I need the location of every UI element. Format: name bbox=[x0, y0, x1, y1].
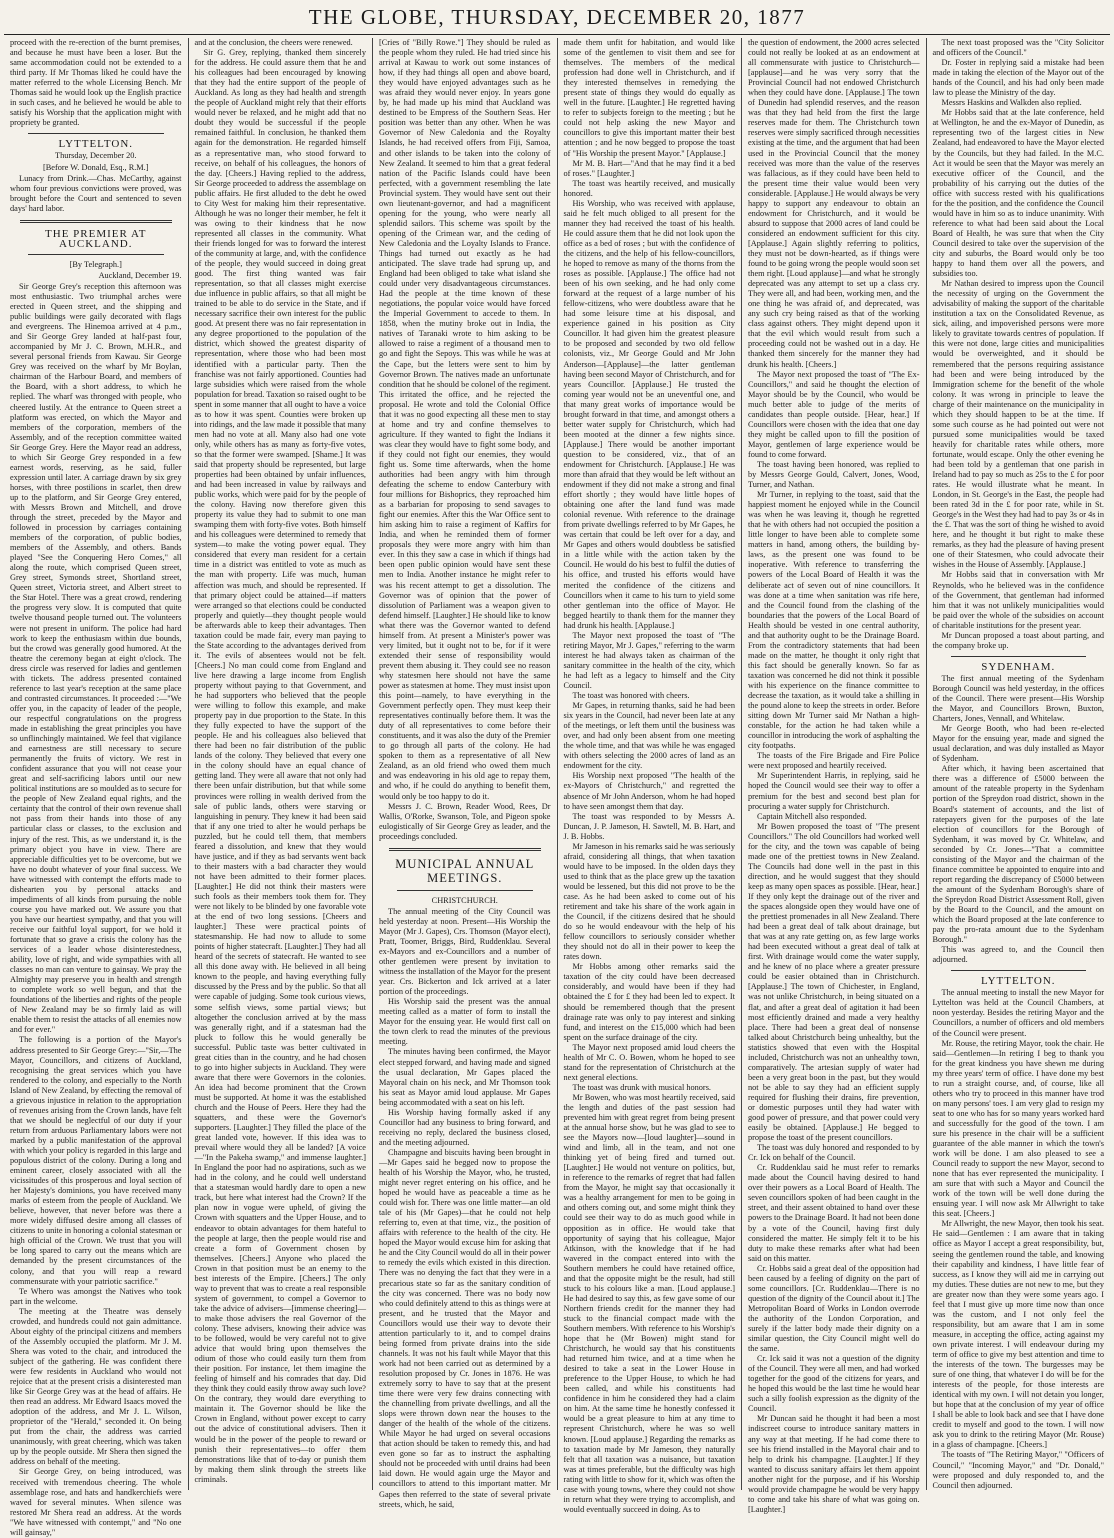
paragraph: This was agreed to, and the Council then adjourned. bbox=[932, 945, 1104, 965]
paragraph: The toasts of "The Retiring Mayor," "Officers of Council," "Incoming Mayor," and "Dr. Donald," were proposed and duly responded to, and the Council then adjourned. bbox=[932, 1450, 1104, 1490]
paragraph: Mr Bowen, who was most heartily received, said the length and duties of the past session had prevented him with great regret from being present at the annual horse show, but he was glad to see to see the Mayors now—[loud laughter]—sound in wind and limb, all in the team, and not one thinking yet of being fired and turned out. [Laughter.] He would not venture on politics, but, in reference to the remarks of regret that had fallen from the Mayor, he might say that occasionally it was a healthy arrangement for men to be going in and others coming out, and some might think they could see their way to do as much good while in opposition as in office. He would take that opportunity of saying that his colleague, Major Atkinson, with the knowledge that if he had wavered in the compact entered into with the Southern members he could have retained office, and that the opposite might be the result, had still stuck to his colours like a man. [Loud applause.] He had desired to say this, as few gave some of our Northern friends credit for the manner they had stuck to the financial compact made with the Southern members. With reference to his Worship's hope that he (Mr Bowen) might stand for Christchurch, he would say that his constituents had returned him twice, and at a time when he desired to take a seat in the Lower House in preference to the Upper House, to which he had been called, and while his constituents had confidence in him he considered they had a claim on him. At the same time he honestly confessed it would be a great pleasure to him at any time to represent Christchurch, where he was so well known. [Loud applause.] Regarding the remarks as to taxation made by Mr Jameson, they naturally felt that all taxation was a nuisance, but taxation was at times preferable, but the difficulty was high rating with little to show for it, which was often the case with young towns, where they could not show in return what they were trying to accomplish, and would eventually succeed in doing. As to bbox=[563, 1092, 735, 1514]
paragraph: Cr. Ruddenklau said he must refer to remarks made about the Council having desired to hand over their powers as a Local Board of Health. The seven councillors spoken of had been caught in the street, and their assent obtained to hand over these powers to the Drainage Board. It had not been done by a vote of the Council, having first duly considered the matter. He simply felt it to be his duty to make these remarks after what had been said on this matter. bbox=[748, 1163, 920, 1263]
paragraph: His Worship next proposed "The health of the ex-Mayors of Christchurch," and regretted the absence of Mr John Anderson, whom he had hoped to have seen amongst them that day. bbox=[563, 771, 735, 811]
paragraph: [Cries of "Billy Rowe."] They should be ruled as the people whom they ruled. He had tried since his arrival at Kawau to work out some instances of how, if they had things all open and above board, they would have enjoyed advantages such as he was afraid they would never enjoy. In years gone by, he had made up his mind that Auckland was destined to be Empress of the Southern Seas. Her position was better than any other. When he was Governor of New Caledonia and the Royalty Islands, he had received offers from Fiji, Samoa, and other islands to be taken into the colony of New Zealand. It seemed to him that a great federal nation of the Pacific Islands could have been perfected, with a government resembling the late Provincial system. They would have sent out their own lieutenant-governor, and had a magnificent opening for the young, who were nearly all splendid sailors. This scheme was spoilt by the opening of the Crimean war, and the ceding of New Caledonia and the Loyalty Islands to France. Things had turned out exactly as he had anticipated. The slave trade had sprung up, and England had been obliged to take what island she could under very disadvantageous circumstances. Had the people at the time known of these negotiations, the popular voice would have forced the Imperial Government to accede to them. In 1858, when the mutiny broke out in India, the natives of Taranaki wrote to him asking to be allowed to raise a regiment of a thousand men to go and fight the Sepoys. This was while he was at the Cape, but the letters were sent to him by Governor Brown. The natives made an unfortunate condition that he should be colonel of the regiment. This irritated the office, and he rejected the proposal. He wrote and told the Colonial Office that it was no good expecting all these men to stay at home and try and confine themselves to agriculture. If they wanted to fight the Indians it was clear they would have to fight some body, and if they could not fight our enemies, they would fight us. Some time afterwards, when the home authorities had been angry with him through defeating the scheme to endow Canterbury with four millions for Bishoprics, they reproached him as a barbarian for proposing to send savages to fight our enemies. After this the War Office sent to him asking him to raise a regiment of Kaffirs for India, and when he reminded them of former proposals they were more angry with him than ever. In this they saw a case in which if things had been open public opinion would have sent these men to India. Another instance he might refer to was his recent attempt to get a dissolution. The Governor was of opinion that the power of dissolution of Parliament was a weapon given to defend himself. [Laughter.] He should like to know what there was the Governor wanted to defend himself from. At present a Minister's power was very limited, but it ought not to be, for if it were extended their sense of responsibility would prevent them abusing it. They could see no reason why statesmen here should not have the same power as statesmen at home. They must insist upon this point—namely, to have everything in the Government perfectly open. They must keep their representatives continually before them. It was the duty of all representatives to come before their constituents, and it was also the duty of the Premier to go through all parts of the colony. He had spoken to them as a representative of all New Zealand, as an old friend who owed them much and was endeavoring in his old age to repay them, and who, if he could do anything to benefit them, would only be too happy to do it. bbox=[379, 38, 551, 801]
paragraph: Messrs J. C. Brown, Reader Wood, Rees, Dr Wallis, O'Rorke, Swanson, Tole, and Pigeon spoke eulogistically of Sir George Grey as leader, and the proceedings concluded. bbox=[379, 801, 551, 841]
paragraph: The following is a portion of the Mayor's address presented to Sir George Grey:—"Sir,—The Mayor, Councillors, and citizens of Auckland, recognising the great services which you have rendered to the colony, and especially to the North Island of New Zealand, by effecting the removal of a grievous injustice in relation to the appropriation of revenues arising from the Crown lands, have felt that we should be neglectful of our duty if your return from arduous Parliamentary labors were not marked by a public manifestation of the approval with which your policy is regarded in this large and populous district of the colony. During a long and eminent career, closely associated with all the vicissitudes of this prosperous and loyal section of her Majesty's dominions, you have received many marks of esteem from the people of Auckland. We believe, however, that never before was there a more widely diffused desire among all classes of citizens to unite in honoring a colonial statesman or high official of the Crown. We trust that you will be long spared to carry out the means which are demanded by the present circumstances of the colony, and that you will reap a reward commensurate with your patriotic sacrifice." bbox=[10, 1035, 182, 1286]
paragraph: Captain Mitchell also responded. bbox=[757, 811, 867, 821]
paragraph: Mr Allwright, the new Mayor, then took his seat. He said—Gentlemen : I am aware that in taking office as Mayor I accept a great responsibility, but, seeing the gentlemen round the table, and knowing their capability and kindness, I have little fear of success, as I know they will aid me in carrying out my duties. These duties are not new to me, but they are greater now than they were some years ago. I feel that I must give up more time now than once was the custom, and I not only feel the responsibility, but am aware that I am in some measure, in accepting the office, acting against my own private interest. I will endeavour during my term of office to give my best attention and time to the interests of the town. The burgesses may be sure of one thing, that whatever I do will be for the interests of the people, for those interests are identical with my own. I will not detain you longer, but hope that at the conclusion of my year of office I shall be able to look back and see that I have done credit to myself and good to the town. I will now ask you to drink to the retiring Mayor (Mr. Rouse) in a glass of champagne. [Cheers.] bbox=[932, 1219, 1104, 1450]
paragraph: Cr. Hobbs said a great deal of the opposition had been caused by a feeling of dignity on the part of some councillors. [Cr. Ruddenklau—There is no question of the dignity of the Council about it.] The Metropolitan Board of Works in London overrode the authority of the London Corporation, and surely if the latter body made their dignity on a similar question, the City Council might well do the same. bbox=[748, 1263, 920, 1354]
column-6 bbox=[927, 38, 1111, 1490]
paragraph: Mr Bowen proposed the toast of "The present Councillors." The old Councillors had worked well for the city, and the town was capable of being made one of the prettiest towns in New Zealand. The Councils had done well in the past in this direction, and he would suggest that they should keep as many open spaces as possible. [Hear, hear.] If they only kept the drainage out of the river and the spaces alongside open they would have one of the prettiest promenades in all New Zealand. There had been a great deal of talk about drainage, but that was at any rate getting on, as few large works had been executed without a great deal of talk at first. With drainage would come the water supply, and he knew of no place where a greater pressure could be easier obtained than in Christchurch. [Applause.] The town of Chichester, in England, was not unlike Christchurch, in being situated on a flat, and after a great deal of agitation it had been most efficiently drained and made a very healthy place. There had been a great deal of nonsense talked about Christchurch being unhealthy, but the statistics showed that even with the Hospital included, Christchurch was not an unhealthy town, comparatively. The artesian supply of water had been a very great boon in the past, but they would not be able to say they had an efficient supply required for flushing their drains, fire prevention, or domestic purposes until they had water with good power of pressure, and that power could very easily be obtained. [Applause.] He begged to propose the toast of the present councillors. bbox=[748, 821, 920, 1143]
paragraph: The minutes having been confirmed, the Mayor elect stepped forward, and having made and signed the usual declaration, Mr Gapes placed the Mayoral chain on his neck, and Mr Thomson took his seat as Mayor amid loud applause. Mr Gapes being accommodated with a seat on his left. bbox=[379, 1047, 551, 1107]
paragraph: Mr M. B. Hart—"And that he may find it a bed of roses." [Laughter.] bbox=[563, 158, 735, 178]
paragraph: The toast was drunk with musical honors. bbox=[572, 1082, 711, 1092]
section-title-lyttelton-court: LYTTELTON. bbox=[58, 138, 134, 151]
paragraph: Mr Duncan said he thought it had been a most indiscreet course to introduce sanitary matters in any way at that meeting. If he had come there to see his friend installed in the Mayoral chair and to help to drink his champagne. [Laughter.] If they wanted to discuss sanitary affairs let them appoint another night for the purpose, and if his Worship would provide champagne he would be very happy to come and take his share of what was going on. [Laughter.] bbox=[748, 1414, 920, 1514]
paragraph: Mr Duncan proposed a toast about parting, and the company broke up. bbox=[932, 630, 1104, 650]
paragraph: Mr George Booth, who had been re-elected Mayor for the ensuing year, made and signed the usual declaration, and was duly installed as Mayor of Sydenham. bbox=[932, 724, 1104, 764]
paragraph: Mr Nathan desired to impress upon the Council the necessity of urging on the Government the advisability of making the support of the charitable institution a tax on the Consolidated Revenue, as sick, ailing, and impoverished persons were more likely to gravitate towards centres of population. If this were not done, large cities and municipalities would be overweighted, and it should be remembered that the persons requiring assistance had been and were being introduced by the Immigration scheme for the benefit of the whole colony. It was wrong in principle to leave the charge of their maintenance on the municipality in which they should happen to be at the time. If some such course as he had pointed out were not pursued some municipalities would be taxed heavily for charitable rates while others, more fortunate, would escape. Only the other evening he had been told by a gentleman that one parish in Ireland had to pay so much as 25s to the £ for poor rates. He would illustrate what he meant. In London, in St. George's in the East, the people had been rated 3d in the £ for poor rate, while in St. George's in the West they had had to pay 3s or 4s in the £. That was the sort of thing he wished to avoid here, and he thought it but right to make these remarks, as they had the pleasure of having present one of their Statesmen, who could advocate their wishes in the House of Assembly. [Applause.] bbox=[932, 279, 1104, 570]
paragraph: Cr. Ick said it was not a question of the dignity of the Council. They were all men, and had worked together for the good of the citizens for years, and he hoped this would be the last time he would hear such a silly foolish expression as the dignity of the Council. bbox=[748, 1354, 920, 1414]
paragraph: His Worship having formally asked if any Councillor had any business to bring forward, and receiving no reply, declared the business closed, and the meeting adjourned. bbox=[379, 1107, 551, 1147]
paragraph: The toast was responded to by Messrs A. Duncan, J. P. Jameson, H. Sawtell, M. B. Hart, and J. B. Hobbs. bbox=[563, 811, 735, 841]
paragraph: The Mayor next proposed amid loud cheers the health of Mr C. O. Bowen, whom he hoped to see stand for the representation of Christchurch at the next general elections. bbox=[563, 1042, 735, 1082]
paragraph: His Worship, who was received with applause, said he felt much obliged to all present for the manner they had received the toast of his health. He could assure them that he did not look upon the office as a bed of roses ; but with the confidence of the citizens, and the help of his fellow-councillors, he hoped to remove as many of the thorns from the roses as possible. [Applause.] The office had not been of his own seeking, and he had only come forward at the request of a large number of his fellow-citizens, who were doubtless aware that he had some leisure time at his disposal, and experience gained in his position as City Councillor. It had given him the greatest pleasure to be proposed and seconded by two old fellow colonists, viz., Mr George Gould and Mr John Anderson—[Applause]—the latter gentleman having been second Mayor of Christchurch, and for years Councillor. [Applause.] He trusted the coming year would not be an uneventful one, and that many great works of importance would be brought forward in that time, and amongst others a better water supply for Christchurch, which had been mooted at the dinner a few nights since. [Applause.] There would be another important question to be considered, viz., that of an endowment for Christchurch. [Applause.] He was more than afraid that they would be left without an endowment if they did not make a strong and final effort shortly ; they would have little hopes of obtaining one after the land fund was made colonial revenue. With reference to the drainage from private dwellings referred to by Mr Gapes, he was certain that could be left over for a day, and Mr Gapes and others would doubtless be satisfied in a little while with the action taken by the Council. He would do his best to fulfil the duties of his office, and trusted his efforts would have merited the confidence of the citizens and Councillors when it came to his turn to yield some other gentleman into the office of Mayor. He begged heartily to thank them for the manner they had drunk his health. [Applause.] bbox=[563, 198, 735, 630]
column-4 bbox=[558, 38, 743, 1514]
section-title-sydenham: SYDENHAM. bbox=[981, 660, 1056, 673]
paragraph: The toast was duly honored and responded to by Cr. Ick on behalf of the Council. bbox=[748, 1143, 920, 1163]
column-3 bbox=[373, 38, 558, 1509]
paragraph: The Mayor next proposed the toast of "The Ex-Councillors," and said he thought the election of Mayor should be by the Council, who would be much better able to judge of the merits of candidates than people outside. [Hear, hear.] If Councillors were chosen with the idea that one day they might be called upon to fill the position of Mayor, gentlemen of large experience would be found to come forward. bbox=[748, 369, 920, 459]
paragraph: and at the conclusion, the cheers were renewed. bbox=[194, 38, 353, 47]
paragraph: made them unfit for habitation, and would like some of the gentlemen to visit them and see for themselves. The members of the medical profession had done well in Christchurch, and if they interested themselves in remedying the present state of things they would do equally as well in the future. [Laughter.] He regretted having to refer to subjects foreign to the meeting ; but he could not help asking the new Mayor and councillors to give this important matter their best attention ; and he now begged to propose the toast of "His Worship the present Mayor." [Applause.] bbox=[563, 38, 735, 158]
paragraph: Mr Superintendent Harris, in replying, said he hoped the Council would see their way to offer a premium for the best and second best plan for procuring a water supply for Christchurch. bbox=[748, 771, 920, 811]
masthead: THE GLOBE, THURSDAY, DECEMBER 20, 1877 bbox=[4, 0, 1110, 35]
section-title-premier: THE PREMIER AT AUCKLAND. bbox=[45, 227, 147, 250]
paragraph: Mr Hobbs among other remarks said the taxation of the city could have been decreased considerably, and would have been if they had obtained the £ for £ they had been led to expect. It should be remembered though that the present drainage rate was only to pay interest and sinking fund, and interest on the £15,000 which had been spent on the surface drainage of the city. bbox=[563, 962, 735, 1042]
paragraph: The toast was honored with cheers. bbox=[572, 691, 690, 701]
paragraph: Mr Hobbs said that at the late conference, held at Wellington, he and the ex-Mayor of Dunedin, as representing two of the largest cities in New Zealand, had endeavored to have the Mayor elected by the Councils, but they had failed. In the M.C. Act it would be seen that the Mayor was merely an executive officer of the Council, and the probability of his carrying out the duties of the office with success rested with his qualifications for the the position, and the confidence the Council would have in him so as to induce unanimity. With reference to what had been said about the Local Board of Health, he was sure that when the City Council desired to take over the supervision of the city and suburbs, the Board would only be too happy to hand them over all the powers, and subsidies too. bbox=[932, 108, 1104, 279]
paragraph: The Mayor next proposed the toast of "The retiring Mayor, Mr J. Gapes," referring to the warm interest he had always taken as chairman of the sanitary committee in the health of the city, which he had left as a legacy to himself and the City Council. bbox=[563, 630, 735, 690]
paragraph: proceed with the re-erection of the burnt premises, and because he must have been a loser. But the same accommodation could not be extended to a third party. If Mr Thomas liked he could have the matter referred to the whole Licensing Bench. Mr Thomas said he would look up the English practice in such cases, and he believed he would be able to satisfy his Worship that the application might with propriety be granted. bbox=[10, 38, 182, 128]
paragraph: Mr Turner, in replying to the toast, said that the happiest moment he enjoyed while in the Council was when he was leaving it, though he regretted that he with others had not occupied the position a little longer to have been able to complete some matters in hand, among others, the building by-laws, as the present one was found to be inoperative. With reference to transferring the powers of the Local Board of Health it was the deliberate act of seven out of nine councillors. It was done at a time when sanitation was rife here, and the Council found from the clashing of the boundaries that the powers of the Local Board of Health should be vested in one central authority, and that authority ought to be the Drainage Board. From the contradictory statements that had been made on the matter, he thought it only right that this fact should be generally known. So far as taxation was concerned he did not think it possible with his experience on the finance committee to decrease the taxation, as it would take a shilling in the pound alone to keep the streets in order. Before sitting down Mr Turner said Mr Nathan a high-constable, for the action he had taken while a councillor in introducing the work of asphalting the city footpaths. bbox=[748, 490, 920, 751]
paragraph: The toast was heartily received, and musically honored. bbox=[563, 178, 735, 198]
divider bbox=[20, 220, 172, 223]
paragraph: Messrs Haskins and Walkden also replied. bbox=[941, 98, 1082, 108]
dateline: Thursday, December 20. bbox=[55, 151, 137, 161]
divider bbox=[28, 133, 164, 134]
bench-note: [Before W. Donald, Esq., R.M.] bbox=[42, 162, 149, 172]
paragraph: The annual meeting to install the new Mayor for Lyttelton was held at the Council Chambers, at noon yesterday. Besides the retiring Mayor and the Councillors, a number of officers and old members of the Council were present. bbox=[932, 988, 1104, 1038]
column-2 bbox=[189, 38, 374, 1490]
paragraph: Te Whero was amongst the Natives who took part in the welcome. bbox=[10, 1286, 182, 1306]
divider bbox=[951, 656, 1087, 657]
section-title-lyttelton: LYTTELTON. bbox=[980, 975, 1056, 988]
paragraph: The annual meeting of the City Council was held yesterday at noon. Present—His Worship the Mayor (Mr J. Gapes), Crs. Thomson (Mayor elect), Pratt, Toomer, Briggs, Bird, Ruddenklau. Several ex-Mayors and ex-Councillors and a number of other gentlemen were present by invitation to witness the installation of the Mayor for the present year. Crs. Bickerton and Ick arrived at a later portion of the proceedings. bbox=[379, 906, 551, 997]
paragraph: After which, it having been ascertained that there was a difference of £5000 between the amount of the rateable property in the Sydenham portion of the Spreydon road district, shown in the Board's statement of accounts, and the list of ratepayers given for the purposes of the late election of councillors for the Borough of Sydenham, it was moved by Cr. Whitelaw, and seconded by Cr. Jones—"That a committee consisting of the Mayor and the chairman of the finance committee be appointed to enquire into and report regarding the discrepancy of £5000 between the amount of the Sydenham Borough's share of the Spreydon Road District Assessment Roll, given by the Board to the Council, and the amount on which the Board proposed at the late conference to pay the pro-rata amount due to the Sydenham Borough." bbox=[932, 764, 1104, 945]
paragraph: The toasts of the Fire Brigade and Fire Police were next proposed and heartily received. bbox=[748, 751, 920, 771]
paragraph: Mr Hobbs said that in conversation with Mr Reynolds, who he believed was in the confidence of the Government, that gentleman had informed him that it was not unlikely municipalities would be paid over the whole of the subsidies on account of charitable institutions for the present year. bbox=[932, 570, 1104, 630]
column-1 bbox=[4, 38, 189, 1537]
paragraph: Sir George Grey, on being introduced, was received with tremendous cheering. The whole assemblage rose, and hats and handkerchiefs were waved for several minutes. When silence was restored Mr Shera read an address. At the words "We have witnessed with contempt," and "No one will gainsay," bbox=[10, 1467, 182, 1537]
divider bbox=[397, 890, 533, 891]
paragraph: Mr. Rouse, the retiring Mayor, took the chair. He said—Gentlemen—In retiring I beg to thank you for the great kindness you have shewn me during my three years' term of office. I have done my best to run a straight course, and, of course, like all others who try to proceed in this manner have trod on many persons' toes. I am very glad to resign my seat to one who has for so many years worked hard and successfully for the good of the town. I am sure his presence in the chair will be a sufficient guarantee of the able manner in which the town's work will be done. I am also pleased to see a Council ready to support the new Mayor, second to none that has ever represented the municipality. I am sure that with such a Mayor and Council the work of the town will be well done during the ensuing year. I will now ask Mr Allwright to take this seat. [Cheers.] bbox=[932, 1038, 1104, 1219]
paragraph: The meeting at the Theatre was densely crowded, and hundreds could not gain admittance. About eighty of the principal citizens and members of the Assembly occupied the platform. Mr J. M. Shera was voted to the chair, and introduced the subject of the gathering. He was confident there were few residents in Auckland who would not rejoice that at the present crisis a disinterested man like Sir George Grey was at the head of affairs. He then read an address. Mr Edward Isaacs moved the adoption of the address, and Mr J. L. Wilson, proprietor of the "Herald," seconded it. On being put from the chair, the address was carried unanimously, with great cheering, which was taken up by the people outside. Mr Shera then signed the address on behalf of the meeting. bbox=[10, 1306, 182, 1467]
paragraph: Mr Jameson in his remarks said he was seriously afraid, considering all things, that when taxation would have to be imposed. In the olden days they used to think that as the place grew up the taxation would be lessened, but this did not prove to be the case. As he had been asked to come out of his retirement and take his share of the work again in the Council, if the citizens desired that he should do so he would endeavour with the help of his fellow councillors to seriously consider whether they should not do all in their power to keep the rates down. bbox=[563, 841, 735, 962]
paragraph: The next toast proposed was the "City Solicitor and officers of the Council." bbox=[932, 38, 1104, 58]
columns bbox=[4, 38, 1110, 1537]
paragraph: Mr Gapes, in returning thanks, said he had been six years in the Council, had never been late at any of the meetings, or left them until the business was over, and had only been absent from one meeting the whole time, and that was while he was engaged with others selecting the 2000 acres of land as an endowment for the city. bbox=[563, 701, 735, 771]
paragraph: Champagne and biscuits having been brought in—Mr Gapes said he begged now to propose the health of his Worship the Mayor, who, he trusted, might never regret entering on his office, and he hoped he would have as peaceable a time as he could wish for. There was one little matter—an old tale of his (Mr Gapes)—that he could not help referring to, even at that time, viz., the position of affairs with reference to the health of the city. He hoped the Mayor would excuse him for asking that he and the City Council would do all in their power to remedy the evils which existed in this direction. There was no denying the fact that they were in a precarious state so far as the sanitary condition of the city was concerned. There was no body now who could definitely attend to this as things were at present, and he trusted that the Mayor and Councillors would use their way to devote their attention particularly to it, and to compel drains being formed from private drains into the side channels. It was not his fault while Mayor that this work had not been carried out as determined by a resolution proposed by Cr. Jones in 1876. He was extremely sorry to have to say that at the present time there were very few drains connecting with the channelling from private dwellings, and all the slops were thrown down near the houses to the danger of the health of the whole of the citizens. While Mayor he had urged on several occasions that action should be taken to remedy this, and had even gone so far as to instruct the asphalting should not be proceeded with until drains had been laid down. He would again urge the Mayor and councillors to attend to this important matter. Mr Gapes then referred to the state of several private streets, which, he said, bbox=[379, 1147, 551, 1509]
column-5 bbox=[742, 38, 927, 1514]
paragraph: Sir George Grey's reception this afternoon was most enthusiastic. Two triumphal arches were erected in Queen street, and the shipping and public buildings were gaily decorated with flags and evergreens. The Hinemoa arrived at 4 p.m., and Sir George Grey landed at half-past four, accompanied by Mr J. C. Brown, M.H.R., and several personal friends from Kawau. Sir George Grey was received on the wharf by Mr Boylan, chairman of the Harbour Board, and members of the Board, with a short address, to which he replied. The wharf was thronged with people, who cheered lustily. At the entrance to Queen street a platform was erected, on which the Mayor and members of the corporation, members of the Assembly, and of the reception committee waited Sir George Grey. Here the Mayor read an address, to which Sir George Grey responded in a few earnest words, reserving, as he said, fuller expression until later. A carriage drawn by six grey horses, with three postilions in scarlet, then drew up to the platform, and Sir George Grey entered, with Messrs Brown and Mitchell, and drove through the street, preceded by the Mayor and followed in procession by carriages containing members of the corporation, of public bodies, members of the Assembly, and others. Bands played "See the Conquering Hero Comes," all along the route, which comprised Queen street, Grey street, Symonds street, Shortland street, Queen street, Victoria street, and Albert street to the Star Hotel. There was a great crowd, rendering the progress very slow. It is computed that quite twelve thousand people turned out. The volunteers were not present in uniform. The police had hard work to keep the enthusiasm within due bounds, but the crowd was generally good humored. At the theatre the ceremony began at eight o'clock. The dress circle was reserved for ladies and gentlemen with tickets. The address presented contained reference to last year's reception at the same place and contrasted circumstances. It proceeded :—"We offer you, in the capacity of leader of the people, our respectful congratulations on the progress made in establishing the great principles you have so unflinchingly maintained. We feel that vigilance and earnestness are still necessary to secure permanently the fruits of victory. We rest in confident assurance that you will not cease your great and self-sacrificing labors until our new political institutions are so moulded as to secure for the people of New Zealand equal rights, and the certainty that the control of their own revenue shall not pass from their hands into those of any particular class or classes, to the exclusion and injury of the rest. This, as we understand it, is the primary object you have in view. There are appreciable difficulties yet to be overcome, but we have no doubt whatever of your final success. We have witnessed with contempt the efforts made to dishearten you by personal attacks and impediments of all kinds from pursuing the noble course you have marked out. We assure you that you have our heartiest sympathy, and that you will receive our faithful loyal support, for we hold it fortunate that so grave a crisis the colony has the services of a leader whose disinterestedness, ability, love of right, and wide sympathies with all classes no man can venture to gainsay. We pray the Almighty may preserve you in health and strength to complete work so well begun, and that the foundations of the liberties and rights of the people of New Zealand may be so firmly laid as will enable them to resist the attacks of all enemies now and for ever." bbox=[10, 281, 182, 1035]
paragraph: Sir G. Grey, replying, thanked them sincerely for the address. He could assure them that he and his colleagues had been encouraged by knowing that they had the entire support of the people of Auckland. As long as they had health and strength the people of Auckland might rely that their efforts would never be relaxed, and he might add that no doubt they would be successful if the people remained faithful. In conclusion, he thanked them again for the demonstration. He regarded himself as a representative man, who stood forward to receive, on behalf of his colleagues, the honors of the day. [Cheers.] Having replied to the address, Sir George proceeded to address the assemblage on public affairs. He first alluded to the debt he owed to City West for making him their representative. Although he was no longer their member, he felt it was owing to their kindness that he now represented all classes in the community. What their friends longed for was to forward the interest of the community at large, and, with the confidence of the people, they would succeed in doing great good. The first thing wanted was fair representation, so that all classes might exercise due influence in public affairs, so that all might be trained to be able to do service in the State, and if necessary sacrifice their own interest for the public good. At present there was no fair representation in any degree proportioned to the population of the district, which showed the greatest disparity of representation, where those who had been most identified with a particular party. Then the franchise was not fairly apportioned. Counties had large subsidies which were raised from the whole population for bread. Taxation so raised ought to be spent in some manner that all ought to have a voice as to how it was spent. Counties were broken up into ridings, and the law made it possible that many men had no vote at all. Many also had one vote only, while others has as many as forty-five votes, so that the former were swamped. [Shame.] It was said that property should be represented, but large properties had been obtained by unfair influences, and had been increased in value by railways and public works, which were paid for by the people of the colony. Having now therefore given this property its value they had to submit to one man swamping them with forty-five votes. Both himself and his colleagues were determined to remedy that system—to make the voting power equal. They considered that every man resident for a certain time in a district was entitled to vote as much as the man with property. Life was much, human affection was much, and should be represented. If that primary object could be attained—if matters were arranged so that elections could be conducted properly and quietly—they thought people would be afterwards able to keep their advantages. Then taxation could be made fair, every man paying to the State according to the advantages derived from it. The evils of absentees would not be felt. [Cheers.] No man could come from England and live here drawing a large income from English property without paying to that Government, and he had supporters who believed that the people were willing to follow this example, and make property pay in due proportion to the State. In this they fully expected to have the support of the people. He and his colleagues also believed that there had been no fair distribution of the public lands of the colony. They believed that every one in the colony should have an equal chance of getting land. They were all aware that not only had there been unfair distribution, but that while some provinces were rolling in wealth derived from the sale of public lands, others were starving or languishing in penury. They knew it had been said that if any one tried to alter he would perhaps be puzzled, but he could tell them, that members feared a dissolution, and knew that they would have justice, and if they as bad servants went back to their masters with a bad character they would not have been admitted to their former places. [Laughter.] He did not think their masters were such fools as their members took them for. They were not likely to be blinded by one favorable vote at the end of two long sessions. [Cheers and laughter.] These were practical points of statesmanship. He had now to allude to some points of higher statecraft. [Laughter.] They had all heard of the secrets of statecraft. He wanted to see all this done away with. He believed in all being known to the people, and having everything fully discussed by the Press and by the public. So that all were capable of judging. Some took curious views, some selfish views, some partial views; but altogether the conclusion arrived at by the mass was generally right, and if a statesman had the pluck to follow this he would generally be successful. Public taste was better cultivated in great cities than in the country, and he had chosen to go into higher subjects in Auckland. They were aware that there were Governors in the colonies. An idea had become prominent that the Crown must be supported. At home it was the established church and the House of Peers. Here they had the squatters, and these were the Governor's supporters. [Laughter.] They filled the place of the great landed vote, however. If this idea was to prevail where would they all be landed? [A voice—"In the Pakeha swamp," and immense laughter.] In England the poor had no aspirations, such as we had in the colony, and he could well understand that a statesman would hardly dare to open a new track, but here what interest had the Crown? If the plan now in vogue were upheld, of giving the Crown with squatters and the Upper House, and to endeavor to obtain advantages for them hateful to the people at large, then the people would rise and create a form of Government chosen by themselves. [Cheers.] Anyone who placed the Crown in that position must be an enemy to the best interests of the Empire. [Cheers.] The only way to prevent that was to create a real responsible system of government, to compel a Governor to take the advice of advisers—[immense cheering]—to make those advisers the real Governor of the colony. These advisers, knowing their advice was to be followed, would be very careful not to give advice that would bring upon themselves the odium of those who could easily turn them from their position. For instance, let them imagine the feeling of himself and his comrades that day. Did they think they could easily throw away such love? On the contrary, they would dare everything to maintain it. The Governor should be like the Crown in England, without power except to carry out the advice of constitutional advisers. Then it would be in the power of the people to reward or punish their representatives—to offer them demonstrations like that of to-day or punish them by making them slink through the streets like criminals. bbox=[194, 48, 366, 1484]
divider bbox=[28, 254, 164, 255]
paragraph: His Worship said the present was the annual meeting called as a matter of form to install the Mayor for the ensuing year. He would first call on the town clerk to read the minutes of the previous meeting. bbox=[379, 997, 551, 1047]
paragraph: The first annual meeting of the Sydenham Borough Council was held yesterday, in the offices of the Council. There were present—His Worship the Mayor, and Councillors Brown, Buxton, Charters, Jones, Vennall, and Whitelaw. bbox=[932, 673, 1104, 724]
byline: [By Telegraph.] bbox=[69, 259, 122, 269]
paragraph: the question of endowment, the 2000 acres selected could not really be looked at as an endowment at all commensurate with justice to Christchurch—[applause]—and he was very sorry that the Provincial Council had not endowed Christchurch when they could have done. [Applause.] The town of Dunedin had splendid reserves, and the reason was that they had held from the first the large reserves made for them. The Christchurch town reserves were simply sacrificed through necessities existing at the time, and the argument that had been used in the Provincial Council that the money received was more than the value of the reserves was fallacious, as if they could have been held to the present time their value would been very considerable. [Applause.] He would always be very happy to support any endeavour to obtain an endowment for Christchurch, and it would be absurd to suppose that 2000 acres of land could be considered an endowment sufficient for this city. [Applause.] Again slightly referring to politics, they must not be down-hearted, as if things were found to be going wrong the people would soon set them right. [Loud applause]—and what he strongly deprecated was any attempt to set up a class cry. They were all, and had been, working men, and the one thing he was afraid of, and deprecated, was any such cry being raised as that of the working class against others. They might depend upon it that the evil which would result from such a proceeding could not be washed out in a day. He thanked them sincerely for the manner they had drunk his health. [Cheers.] bbox=[748, 38, 920, 369]
subsection-title-christchurch: CHRISTCHURCH. bbox=[431, 895, 498, 905]
divider bbox=[389, 848, 541, 851]
dateline: Auckland, December 19. bbox=[98, 270, 182, 280]
paragraph: Lunacy from Drink.—Chas. McCarthy, against whom four previous convictions were proved, was brought before the Court and sentenced to seven days' hard labor. bbox=[10, 173, 182, 213]
section-title-municipal: MUNICIPAL ANNUAL MEETINGS. bbox=[395, 856, 535, 885]
divider bbox=[951, 970, 1087, 971]
paragraph: The toast having been honored, was replied to by Messrs George Gould, Calvert, Jones, Wood, Turner, and Nathan. bbox=[748, 459, 920, 490]
paragraph: Dr. Foster in replying said a mistake had been made in taking the election of the Mayor out of the hands of the Council, and his had only been made law to please the Ministry of the day. bbox=[932, 58, 1104, 98]
